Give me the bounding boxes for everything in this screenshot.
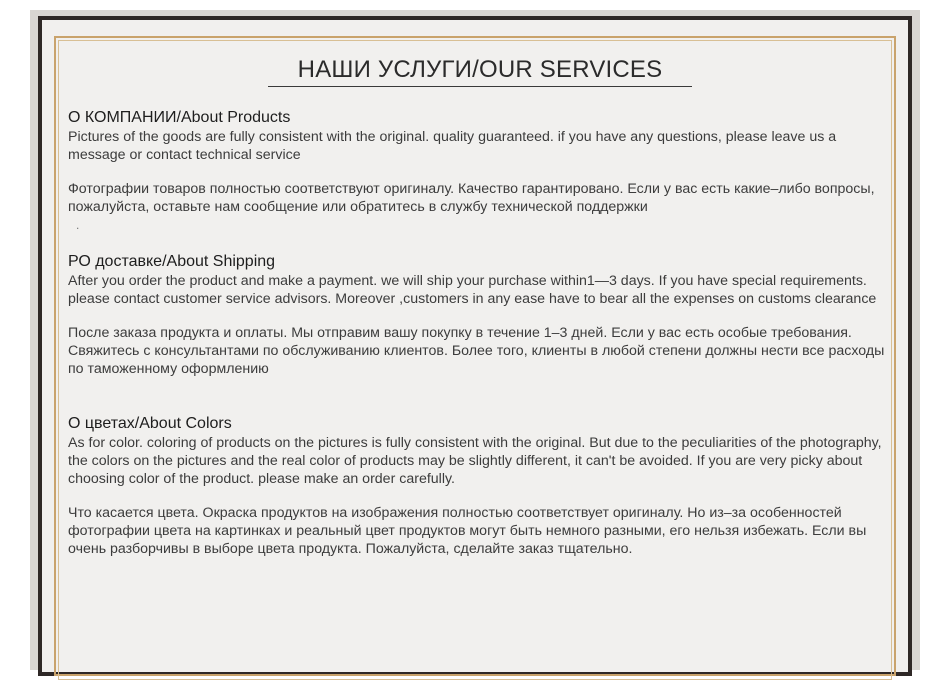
section-text-ru: После заказа продукта и оплаты. Мы отправим вашу покупку в течение 1–3 дней. Если у вас есть особые требования. Свяжитесь с консультантами по обслуживанию клиентов. Более того, клиенты в любой степени должны нести все расходы по таможенному оформлению (68, 325, 885, 377)
section-text-en: As for color. coloring of products on the pictures is fully consistent with the original. But due to the peculiarities of the photography, the colors on the pictures and the real color of products may be slightly different, it can't be avoided. If you are very picky about choosing color of the product. please make an order carefully. (68, 435, 882, 487)
section-about-colors (68, 414, 886, 558)
section-about-shipping (68, 252, 886, 414)
section-text-ru: Фотографии товаров полностью соответствуют оригиналу. Качество гарантировано. Если у вас есть какие–либо вопросы, пожалуйста, оставьте нам сообщение или обратитесь в службу технической поддержки (68, 181, 875, 215)
section-text-en: Pictures of the goods are fully consistent with the original. quality guaranteed. if you have any questions, please leave us a message or contact technical service (68, 129, 837, 163)
page-title: НАШИ УСЛУГИ/OUR SERVICES (297, 56, 663, 83)
title-underline (268, 86, 692, 87)
stray-mark: . (76, 218, 80, 232)
section-text-ru: Что касается цвета. Окраска продуктов на изображения полностью соответствует оригиналу. Но из–за особенностей фотографии цвета на картинках и реальный цвет продуктов могут быть немного разными, его нельзя избежать. Если вы очень разборчивы в выборе цвета продукта. Пожалуйста, сделайте заказ тщательно. (68, 505, 867, 557)
services-content (68, 108, 886, 558)
section-heading: О цветах/About Colors (68, 415, 232, 432)
section-heading: О КОМПАНИИ/About Products (68, 109, 291, 126)
section-heading: РО доставке/About Shipping (68, 253, 276, 270)
section-text-en: After you order the product and make a payment. we will ship your purchase within1—3 days. If you have special requirements. please contact customer service advisors. Moreover ,customers in any ease have to bear all the expenses on customs clearance (68, 273, 877, 307)
section-about-products (68, 108, 886, 252)
